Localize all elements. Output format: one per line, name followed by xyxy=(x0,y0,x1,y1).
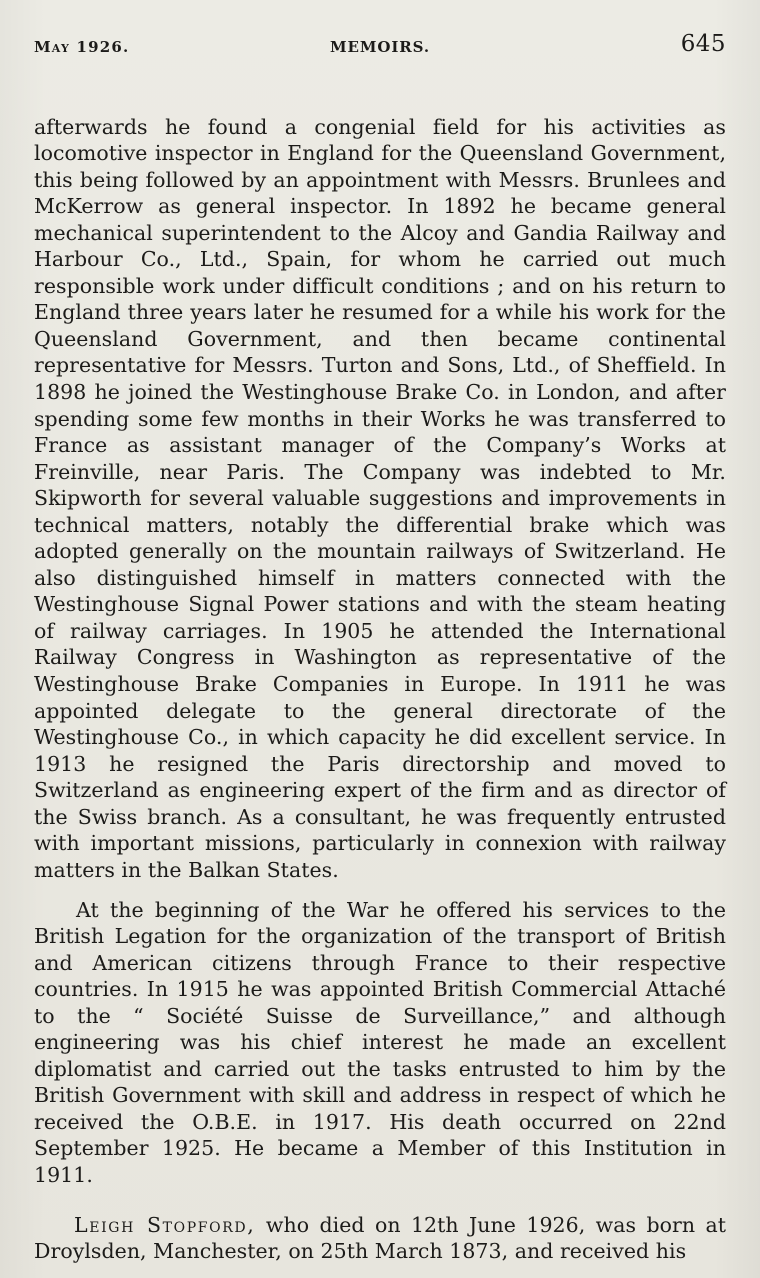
header-section-title: MEMOIRS. xyxy=(330,38,430,56)
memoir-paragraph-2: At the beginning of the War he offered his services to the British Legation for the organization of the transport of British and American citizens through France to their respective countries. In 1915 he was appointed British Commercial Attaché to the “ Société Suisse de Surveillance,” and although engineering was his chief interest he made an excellent diplomatist and carried out the tasks entrusted to him by the British Government with skill and address in respect of which he received the O.B.E. in 1917. His death occurred on 22nd September 1925. He became a Member of this Institution in 1911. xyxy=(34,897,726,1187)
memoir-subject-name: Leigh Stopford, xyxy=(74,1212,256,1237)
memoir-paragraph-3 xyxy=(34,1212,726,1265)
header-date: May 1926. xyxy=(34,38,130,56)
page-number: 645 xyxy=(680,31,726,57)
memoir-paragraph-3-text: who died on 12th June 1926, was born at Droylsden, Manchester, on 25th March 1873, and received his xyxy=(34,1212,727,1264)
running-header xyxy=(34,30,726,68)
memoir-paragraph-1: afterwards he found a congenial field for his activities as locomotive inspector in England for the Queensland Government, this being followed by an appointment with Messrs. Brunlees and McKerrow as general inspector. In 1892 he became general mechanical superintendent to the Alcoy and Gandia Railway and Harbour Co., Ltd., Spain, for whom he carried out much responsible work under difficult conditions ; and on his return to England three years later he resumed for a while his work for the Queensland Government, and then became continental representative for Messrs. Turton and Sons, Ltd., of Sheffield. In 1898 he joined the Westinghouse Brake Co. in London, and after spending some few months in their Works he was transferred to France as assistant manager of the Company’s Works at Freinville, near Paris. The Company was indebted to Mr. Skipworth for several valuable suggestions and improvements in technical matters, notably the differential brake which was adopted generally on the mountain railways of Switzerland. He also distinguished himself in matters connected with the Westinghouse Signal Power stations and with the steam heating of railway carriages. In 1905 he attended the International Railway Congress in Washington as representative of the Westinghouse Brake Companies in Europe. In 1911 he was appointed delegate to the general directorate of the Westinghouse Co., in which capacity he did excellent service. In 1913 he resigned the Paris directorship and moved to Switzerland as engineering expert of the firm and as director of the Swiss branch. As a consultant, he was frequently entrusted with important missions, particularly in connexion with railway matters in the Balkan States. xyxy=(34,114,726,882)
